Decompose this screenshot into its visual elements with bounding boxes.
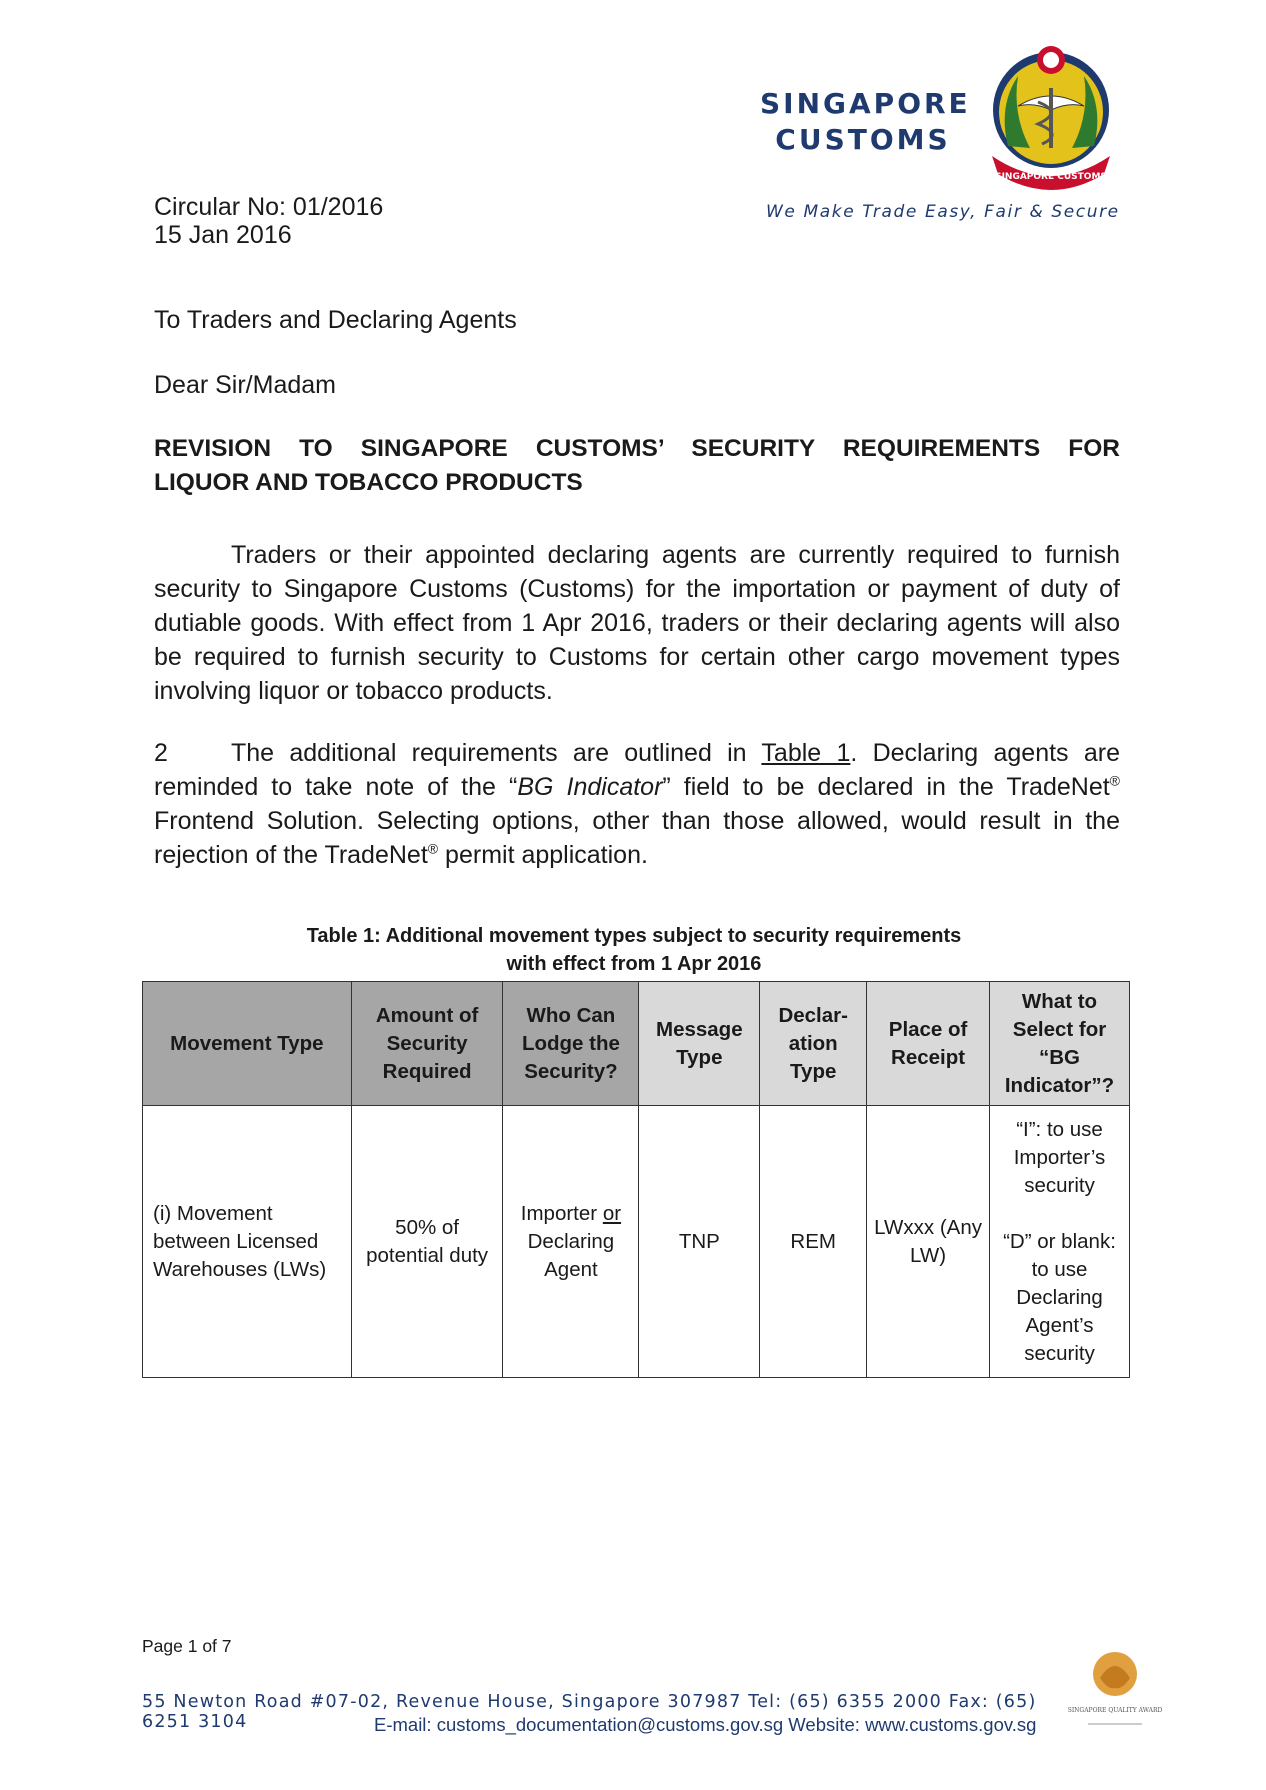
para2-text-a: The additional requirements are outlined in [231, 739, 762, 767]
cell-declaration-type: REM [760, 1106, 867, 1378]
para2-text-b: . Declaring agents are reminded to take note of the “ [154, 739, 1120, 801]
salutation: Dear Sir/Madam [154, 371, 336, 399]
cell-movement-type: (i) Movement between Licensed Warehouses (LWs) [143, 1106, 352, 1378]
table-caption [240, 922, 1028, 978]
org-name-line1: SINGAPORE [760, 87, 971, 120]
table-1-reference-link[interactable]: Table 1 [761, 739, 851, 767]
organization-name [760, 86, 971, 158]
header-movement-type: Movement Type [143, 982, 352, 1106]
circular-title [154, 432, 1120, 500]
paragraph-2 [154, 736, 1120, 872]
cell-who-can-lodge [503, 1106, 639, 1378]
tagline: We Make Trade Easy, Fair & Secure [766, 202, 1120, 222]
header-amount-of-security: Amount of Security Required [351, 982, 503, 1106]
title-line2: LIQUOR AND TOBACCO PRODUCTS [154, 469, 583, 496]
page-number: Page 1 of 7 [142, 1636, 232, 1656]
title-line1: REVISION TO SINGAPORE CUSTOMS’ SECURITY REQUIREMENTS FOR [154, 435, 1120, 462]
header-message-type: Message Type [639, 982, 760, 1106]
paragraph-1: Traders or their appointed declaring agents are currently required to furnish security to Singapore Customs (Customs) for the importation or payment of duty of dutiable goods. With effect from 1 Apr 2016, traders or their declaring agents will also be required to furnish security to Customs for certain other cargo movement types involving liquor or tobacco products. [154, 541, 1120, 705]
registered-mark: ® [1109, 772, 1120, 789]
table-header-row [143, 982, 1130, 1106]
table-caption-line2: with effect from 1 Apr 2016 [506, 953, 762, 975]
para2-text-d: Frontend Solution. Selecting options, other than those allowed, would result in the rejection of the TradeNet [154, 807, 1120, 869]
quality-award-logo [1067, 1644, 1163, 1754]
header-bg-indicator: What to Select for “BG Indicator”? [990, 982, 1130, 1106]
bg-indicator-term: BG Indicator [517, 773, 663, 801]
addressee: To Traders and Declaring Agents [154, 306, 517, 334]
customs-crest-logo [978, 36, 1124, 196]
award-text: SINGAPORE QUALITY AWARD [1067, 1707, 1163, 1714]
footer-contact: E-mail: customs_documentation@customs.gov.sg Website: www.customs.gov.sg [374, 1714, 1037, 1735]
crest-ribbon-text: SINGAPORE CUSTOMS [995, 172, 1107, 182]
table-row [143, 1106, 1130, 1378]
table-caption-line1: Table 1: Additional movement types subject to security requirements [306, 925, 962, 947]
footer-address: 55 Newton Road #07-02, Revenue House, Singapore 307987 Tel: (65) 6355 2000 Fax: (65) 6251 3104 [142, 1692, 1037, 1732]
header-who-can-lodge: Who Can Lodge the Security? [503, 982, 639, 1106]
who-or: or [602, 1201, 622, 1225]
paragraph-2-number: 2 [154, 739, 168, 767]
who-part2: Declaring Agent [527, 1229, 615, 1281]
para2-text-c: ” field to be declared in the TradeNet [662, 773, 1110, 801]
circular-number: Circular No: 01/2016 [154, 193, 384, 221]
header-declaration-type: Declar-ation Type [760, 982, 867, 1106]
cell-bg-indicator [990, 1106, 1130, 1378]
who-part1: Importer [520, 1201, 603, 1225]
registered-mark: ® [427, 840, 439, 857]
cell-place-of-receipt: LWxxx (Any LW) [867, 1106, 990, 1378]
header-place-of-receipt: Place of Receipt [867, 982, 990, 1106]
security-requirements-table [142, 981, 1130, 1378]
cell-amount: 50% of potential duty [351, 1106, 503, 1378]
para2-text-e: permit application. [438, 841, 648, 869]
circular-date: 15 Jan 2016 [154, 221, 292, 249]
bg-option-declaring-agent: “D” or blank: to use Declaring Agent’s security [1003, 1229, 1116, 1365]
cell-message-type: TNP [639, 1106, 760, 1378]
org-name-line2: CUSTOMS [775, 123, 951, 156]
bg-option-importer: “I”: to use Importer’s security [1013, 1117, 1106, 1197]
